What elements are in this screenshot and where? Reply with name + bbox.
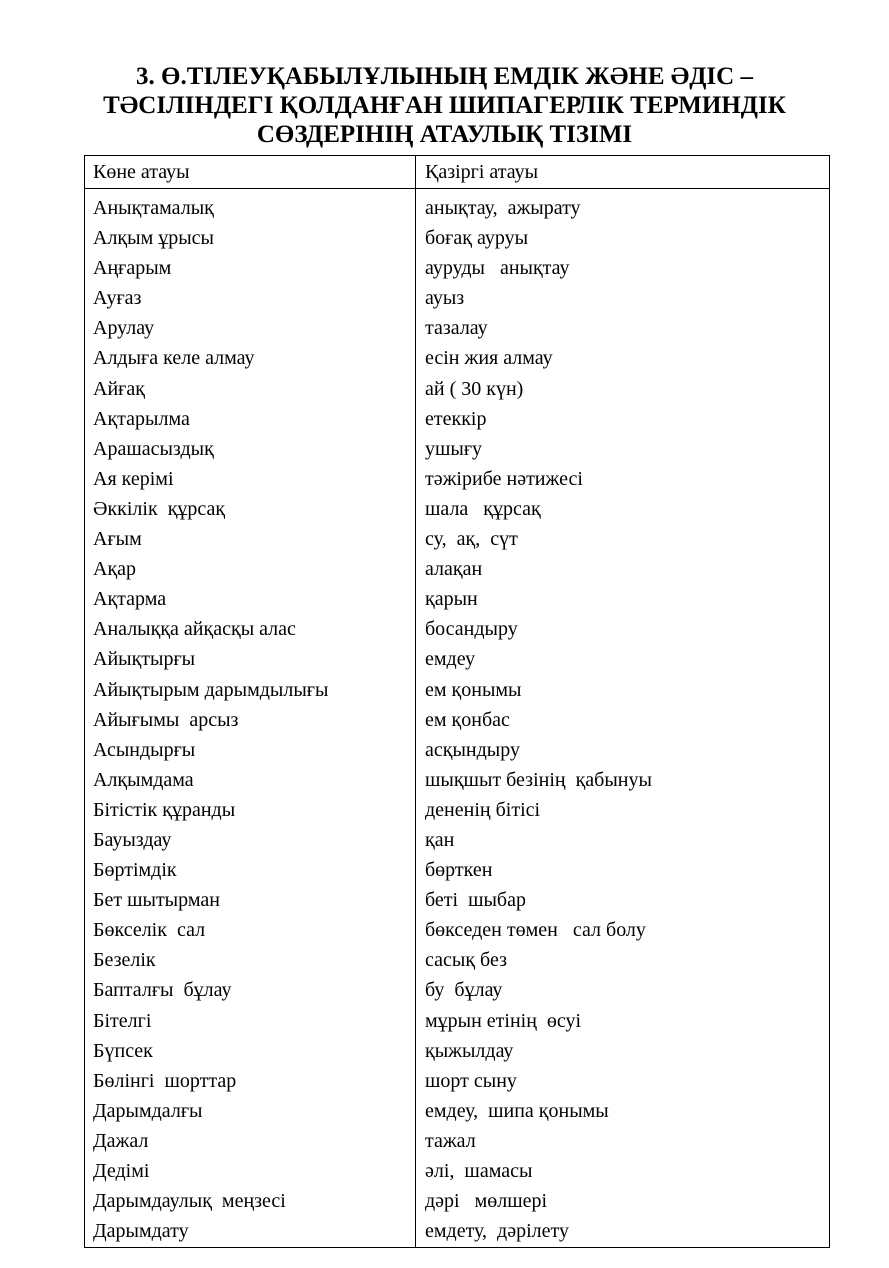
title-line-1: 3. Ө.ТІЛЕУҚАБЫЛҰЛЫНЫҢ ЕМДІК ЖӘНЕ ӘДІС – — [136, 63, 753, 90]
table-row — [85, 494, 829, 524]
current-name-cell: қарын — [425, 588, 478, 611]
current-name-cell: су, ақ, сүт — [425, 528, 518, 551]
current-name-cell: бу бұлау — [425, 979, 503, 1002]
table-row — [85, 1096, 829, 1126]
table-row — [85, 223, 829, 253]
old-name-cell: Дарымдалғы — [93, 1099, 203, 1122]
old-name-cell: Алдыға келе алмау — [93, 347, 255, 370]
current-name-cell: қан — [425, 828, 455, 851]
current-name-cell: бөрткен — [425, 859, 493, 882]
current-name-cell: ем қонбас — [425, 708, 510, 731]
table-row — [85, 1036, 829, 1066]
current-name-cell: тазалау — [425, 317, 488, 340]
table-row — [85, 1006, 829, 1036]
old-name-cell: Ауғаз — [93, 287, 142, 310]
old-name-cell: Бапталғы бұлау — [93, 979, 232, 1002]
old-name-cell: Дарымдату — [93, 1220, 189, 1243]
old-name-cell: Бауыздау — [93, 828, 172, 851]
old-name-cell: Алқымдама — [93, 768, 194, 791]
table-row — [85, 404, 829, 434]
table-row — [85, 193, 829, 223]
table-row — [85, 464, 829, 494]
old-name-cell: Анықтамалық — [93, 197, 214, 219]
header-old-name: Көне атауы — [93, 161, 190, 183]
old-name-cell: Арашасыздық — [93, 437, 214, 460]
current-name-cell: қыжылдау — [425, 1039, 514, 1062]
title-line-2: ТӘСІЛІНДЕГІ ҚОЛДАНҒАН ШИПАГЕРЛІК ТЕРМИНДІК — [103, 92, 786, 119]
old-name-cell: Ағым — [93, 528, 142, 551]
table-row — [85, 705, 829, 735]
current-name-cell: тәжірибе нәтижесі — [425, 467, 583, 490]
current-name-cell: шорт сыну — [425, 1069, 517, 1092]
table-row — [85, 825, 829, 855]
old-name-cell: Бітістік құранды — [93, 798, 236, 821]
old-name-cell: Дажал — [93, 1129, 149, 1152]
old-name-cell: Ақар — [93, 558, 137, 581]
old-name-cell: Айықтырғы — [93, 648, 196, 671]
current-name-cell: шықшыт безінің қабынуы — [425, 768, 652, 791]
table-row — [85, 1216, 829, 1246]
current-name-cell: әлі, шамасы — [425, 1160, 533, 1182]
current-name-cell: емдеу, шипа қонымы — [425, 1099, 609, 1122]
current-name-cell: сасық без — [425, 949, 507, 972]
current-name-cell: ай ( 30 күн) — [425, 377, 524, 400]
old-name-cell: Әккілік құрсақ — [93, 497, 226, 520]
old-name-cell: Айықтырым дарымдылығы — [93, 678, 329, 701]
current-name-cell: ушығу — [425, 437, 483, 460]
current-name-cell: дәрі мөлшері — [425, 1190, 548, 1213]
current-name-cell: тажал — [425, 1129, 476, 1152]
current-name-cell: ауыз — [425, 287, 465, 310]
old-name-cell: Бөртімдік — [93, 859, 177, 882]
terms-table — [84, 155, 830, 1248]
current-name-cell: анықтау, ажырату — [425, 197, 581, 219]
table-row — [85, 765, 829, 795]
table-row — [85, 1186, 829, 1216]
old-name-cell: Дедімі — [93, 1160, 150, 1182]
table-row — [85, 1066, 829, 1096]
old-name-cell: Айығымы арсыз — [93, 708, 239, 731]
title-line-3: СӨЗДЕРІНІҢ АТАУЛЫҚ ТІЗІМІ — [256, 121, 633, 148]
table-row — [85, 975, 829, 1005]
table-row — [85, 434, 829, 464]
table-row — [85, 253, 829, 283]
table-row — [85, 313, 829, 343]
current-name-cell: алақан — [425, 558, 483, 581]
table-row — [85, 675, 829, 705]
current-name-cell: асқындыру — [425, 738, 520, 761]
old-name-cell: Ая керімі — [93, 467, 174, 490]
current-name-cell: босандыру — [425, 618, 518, 641]
current-name-cell: боғақ ауруы — [425, 227, 529, 250]
table-body — [85, 193, 829, 1246]
table-row — [85, 885, 829, 915]
old-name-cell: Бүпсек — [93, 1039, 153, 1062]
table-row — [85, 735, 829, 765]
old-name-cell: Бөлінгі шорттар — [93, 1069, 237, 1092]
old-name-cell: Аналыққа айқасқы алас — [93, 618, 296, 641]
old-name-cell: Безелік — [93, 949, 156, 972]
table-row — [85, 374, 829, 404]
table-row — [85, 795, 829, 825]
old-name-cell: Ақтарма — [93, 588, 167, 611]
old-name-cell: Аңғарым — [93, 257, 172, 280]
table-row — [85, 584, 829, 614]
table-row — [85, 283, 829, 313]
old-name-cell: Ақтарылма — [93, 407, 190, 430]
table-row — [85, 1156, 829, 1186]
old-name-cell: Дарымдаулық меңзесі — [93, 1190, 286, 1213]
old-name-cell: Асындырғы — [93, 738, 196, 761]
table-row — [85, 855, 829, 885]
current-name-cell: ауруды анықтау — [425, 257, 570, 280]
current-name-cell: мұрын етінің өсуі — [425, 1009, 582, 1032]
header-divider — [85, 188, 829, 189]
table-row — [85, 554, 829, 584]
page-title — [40, 62, 849, 149]
table-row — [85, 644, 829, 674]
current-name-cell: бөкседен төмен сал болу — [425, 919, 646, 942]
header-current-name: Қазіргі атауы — [425, 161, 539, 183]
old-name-cell: Бет шытырман — [93, 889, 220, 912]
old-name-cell: Арулау — [93, 317, 155, 340]
current-name-cell: шала құрсақ — [425, 497, 541, 520]
old-name-cell: Бөкселік сал — [93, 919, 206, 942]
current-name-cell: дененің бітісі — [425, 798, 541, 821]
old-name-cell: Алқым ұрысы — [93, 227, 214, 250]
old-name-cell: Айғақ — [93, 377, 145, 400]
table-row — [85, 945, 829, 975]
table-row — [85, 343, 829, 373]
current-name-cell: ем қонымы — [425, 678, 522, 701]
table-row — [85, 1126, 829, 1156]
table-row — [85, 915, 829, 945]
current-name-cell: емдету, дәрілету — [425, 1220, 570, 1243]
current-name-cell: етеккір — [425, 407, 487, 430]
table-row — [85, 614, 829, 644]
current-name-cell: беті шыбар — [425, 889, 526, 912]
current-name-cell: есін жия алмау — [425, 347, 553, 370]
old-name-cell: Бітелгі — [93, 1009, 152, 1032]
table-row — [85, 524, 829, 554]
current-name-cell: емдеу — [425, 648, 476, 671]
